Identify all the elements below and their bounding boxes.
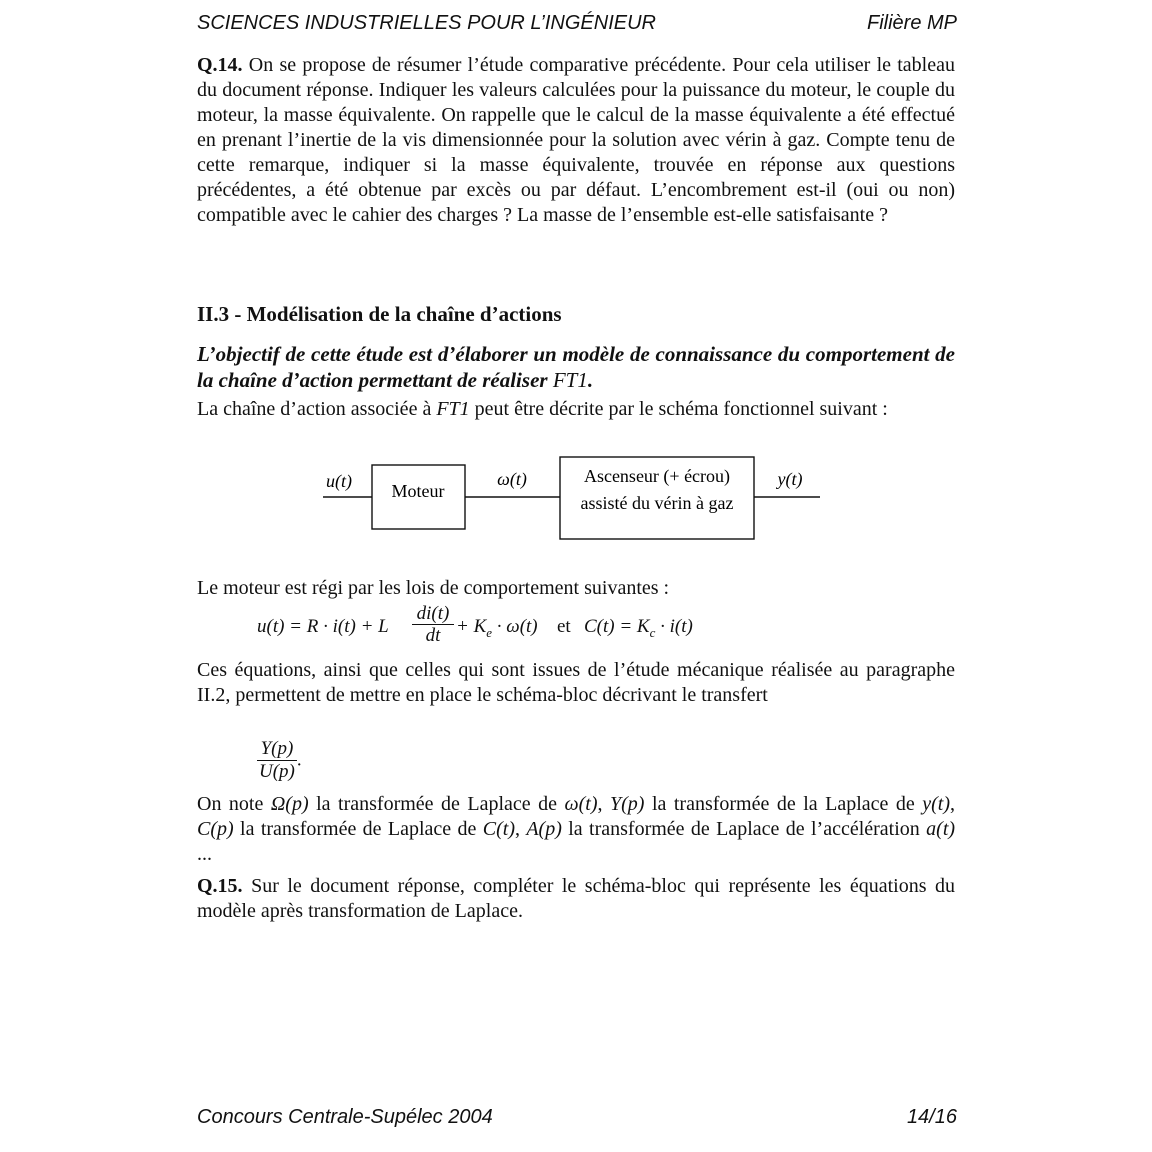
- objective-paragraph: [197, 341, 955, 393]
- output-signal-label: y(t): [777, 469, 803, 489]
- elevator-block-line1: Ascenseur (+ écrou): [583, 466, 731, 486]
- notation-t6: la transformée de Laplace de: [240, 818, 477, 840]
- equation-ke: + K: [456, 616, 487, 637]
- notation-t3: ,: [597, 793, 603, 815]
- functional-diagram: [320, 455, 825, 545]
- notation-a-t: a(t): [926, 818, 956, 840]
- elevator-block-line2: assisté du vérin à gaz: [580, 493, 734, 513]
- section-title: II.3 - Modélisation de la chaîne d’actions: [197, 302, 562, 326]
- notation-c-t: C(t): [482, 818, 515, 840]
- input-signal-label: u(t): [326, 471, 352, 491]
- notation-y-p: Y(p): [610, 793, 645, 815]
- footer-page-number: 14/16: [906, 1106, 957, 1128]
- question-15-label: Q.15.: [197, 875, 243, 897]
- header-subject: SCIENCES INDUSTRIELLES POUR L’INGÉNIEUR: [197, 12, 656, 34]
- transfer-paragraph: Ces équations, ainsi que celles qui sont issues de l’étude mécanique réalisée au paragraphe II.2, permettent de mettre en place le schéma-bloc décrivant le transfert: [197, 659, 955, 706]
- equation-et: et: [557, 616, 571, 637]
- notation-t5: ,: [950, 793, 955, 815]
- notation-t7: ,: [514, 818, 520, 840]
- notation-t2: la transformée de Laplace de: [316, 793, 558, 815]
- motor-laws-intro: Le moteur est régi par les lois de comportement suivantes :: [197, 577, 670, 599]
- objective-end: .: [587, 368, 594, 392]
- motor-equation: [257, 604, 737, 648]
- transfer-fraction: [257, 738, 302, 783]
- notation-t4: la transformée de la Laplace de: [651, 793, 915, 815]
- footer-contest: Concours Centrale-Supélec 2004: [197, 1106, 493, 1128]
- motor-block-label: Moteur: [391, 481, 445, 501]
- chain-ft1: FT1: [436, 398, 470, 420]
- notation-paragraph: [197, 792, 955, 867]
- equation-fraction: [412, 604, 454, 647]
- notation-t9: ...: [197, 843, 212, 865]
- transfer-fraction-body: [257, 738, 297, 783]
- header-track: Filière MP: [866, 12, 957, 34]
- notation-t8: la transformée de Laplace de l’accélération: [568, 818, 920, 840]
- transfer-dot: .: [296, 749, 302, 771]
- notation-c-p: C(p): [197, 818, 234, 840]
- question-15-text: Sur le document réponse, compléter le schéma-bloc qui représente les équations du modèle après transformation de Laplace.: [197, 875, 955, 922]
- equation-ct: C(t) = K: [584, 616, 650, 637]
- question-14: [197, 53, 955, 228]
- notation-a-p: A(p): [526, 818, 562, 840]
- equation-kc-sub: c: [649, 624, 656, 640]
- objective-ft1: FT1: [552, 368, 588, 392]
- equation-fraction-den: dt: [425, 625, 441, 646]
- equation-lhs: u(t) = R · i(t) + L: [257, 616, 389, 637]
- omega-signal-label: ω(t): [497, 469, 527, 489]
- objective-text: L’objectif de cette étude est d’élaborer un modèle de connaissance du comportement de la chaîne d’action permettant de réaliser: [197, 342, 955, 392]
- transfer-num: Y(p): [257, 738, 297, 761]
- chain-paragraph: [197, 397, 955, 422]
- page-header: [197, 12, 957, 38]
- question-15: [197, 874, 955, 924]
- equation-fraction-num: di(t): [412, 604, 454, 625]
- question-14-label: Q.14.: [197, 54, 243, 76]
- equation-rhs: [456, 616, 538, 641]
- notation-omega-p: Ω(p): [270, 793, 309, 815]
- notation-t1: On note: [197, 793, 264, 815]
- question-14-text: On se propose de résumer l’étude comparative précédente. Pour cela utiliser le tableau du document réponse. Indiquer les valeurs calculées pour la puissance du moteur, le couple du moteur, la masse équivalente. On rappelle que le calcul de la masse équivalente a été effectué en prenant l’inertie de la vis dimensionnée pour la solution avec vérin à gaz. Compte tenu de cette remarque, indiquer si la masse équivalente, trouvée en réponse aux questions précédentes, a été obtenue par excès ou par défaut. L’encombrement est-il (oui ou non) compatible avec le cahier des charges ? La masse de l’ensemble est-elle satisfaisante ?: [197, 54, 955, 226]
- chain-after: peut être décrite par le schéma fonctionnel suivant :: [474, 398, 888, 420]
- notation-omega-t: ω(t): [564, 793, 598, 815]
- equation-current: · i(t): [660, 616, 693, 637]
- transfer-den: U(p): [259, 761, 295, 782]
- equation-ke-sub: e: [486, 624, 493, 640]
- page-footer: [197, 1106, 957, 1132]
- equation-couple: [584, 616, 693, 641]
- chain-before: La chaîne d’action associée à: [197, 398, 432, 420]
- equation-omega: · ω(t): [496, 616, 538, 637]
- notation-y-t: y(t): [922, 793, 950, 815]
